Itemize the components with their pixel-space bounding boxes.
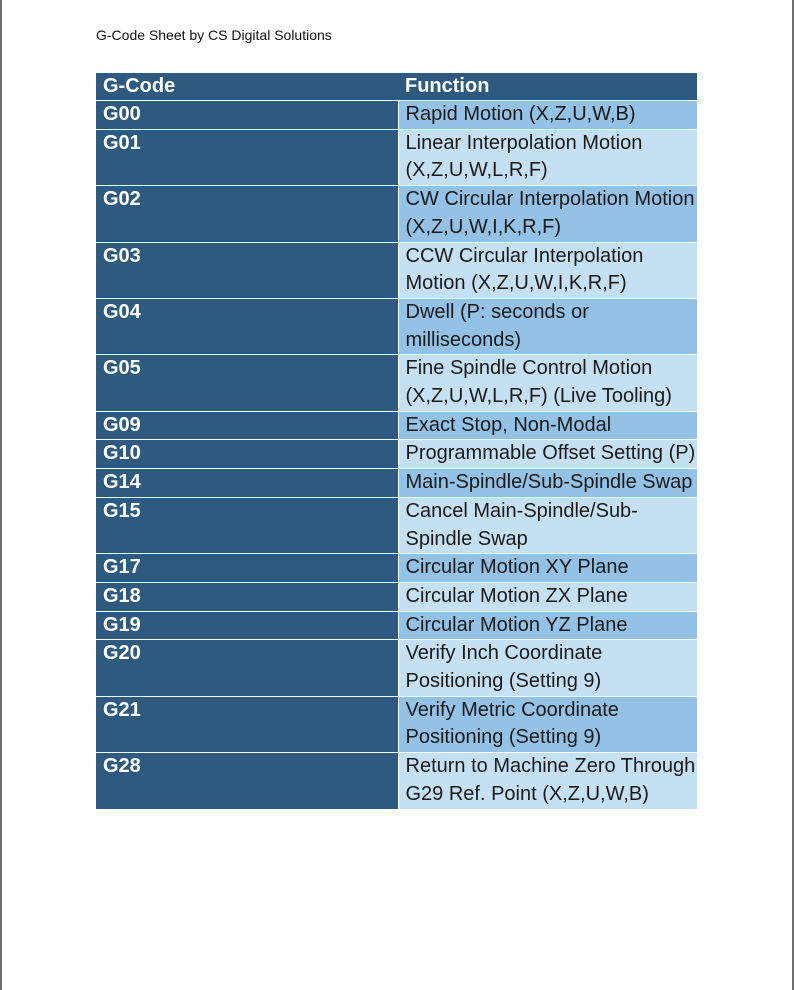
function-cell: Dwell (P: seconds or milliseconds) <box>398 298 697 354</box>
gcode-cell: G02 <box>96 186 398 242</box>
function-cell: Fine Spindle Control Motion (X,Z,U,W,L,R,F) (Live Tooling) <box>398 355 697 411</box>
table-row <box>96 582 697 611</box>
page-edge-left <box>0 0 2 990</box>
table-row <box>96 611 697 640</box>
table-row <box>96 497 697 553</box>
gcode-cell: G10 <box>96 440 398 469</box>
function-cell: Linear Interpolation Motion (X,Z,U,W,L,R,F) <box>398 129 697 185</box>
table-row <box>96 242 697 298</box>
table-row <box>96 411 697 440</box>
table-row <box>96 640 697 696</box>
gcode-cell: G09 <box>96 411 398 440</box>
gcode-cell: G05 <box>96 355 398 411</box>
column-header-gcode: G-Code <box>96 73 398 101</box>
gcode-cell: G03 <box>96 242 398 298</box>
gcode-cell: G20 <box>96 640 398 696</box>
table-header-row <box>96 73 697 101</box>
table-row <box>96 753 697 809</box>
function-cell: Return to Machine Zero Through G29 Ref. Point (X,Z,U,W,B) <box>398 753 697 809</box>
function-cell: CW Circular Interpolation Motion (X,Z,U,W,I,K,R,F) <box>398 186 697 242</box>
table-body <box>96 101 697 810</box>
table-row <box>96 355 697 411</box>
table-row <box>96 469 697 498</box>
column-header-function: Function <box>398 73 697 101</box>
gcode-cell: G15 <box>96 497 398 553</box>
gcode-cell: G14 <box>96 469 398 498</box>
table-row <box>96 440 697 469</box>
gcode-cell: G01 <box>96 129 398 185</box>
function-cell: Circular Motion XY Plane <box>398 554 697 583</box>
function-cell: Programmable Offset Setting (P) <box>398 440 697 469</box>
gcode-cell: G28 <box>96 753 398 809</box>
table-row <box>96 298 697 354</box>
gcode-cell: G21 <box>96 696 398 752</box>
function-cell: Exact Stop, Non-Modal <box>398 411 697 440</box>
table-row <box>96 101 697 130</box>
table-row <box>96 129 697 185</box>
function-cell: Verify Metric Coordinate Positioning (Setting 9) <box>398 696 697 752</box>
gcode-cell: G18 <box>96 582 398 611</box>
function-cell: Verify Inch Coordinate Positioning (Setting 9) <box>398 640 697 696</box>
gcode-cell: G19 <box>96 611 398 640</box>
function-cell: Rapid Motion (X,Z,U,W,B) <box>398 101 697 130</box>
page-header: G-Code Sheet by CS Digital Solutions <box>96 27 332 43</box>
table-row <box>96 186 697 242</box>
gcode-cell: G17 <box>96 554 398 583</box>
gcode-table <box>96 73 697 810</box>
function-cell: Circular Motion YZ Plane <box>398 611 697 640</box>
gcode-cell: G00 <box>96 101 398 130</box>
table-row <box>96 696 697 752</box>
function-cell: Cancel Main-Spindle/Sub-Spindle Swap <box>398 497 697 553</box>
function-cell: Main-Spindle/Sub-Spindle Swap <box>398 469 697 498</box>
gcode-cell: G04 <box>96 298 398 354</box>
function-cell: CCW Circular Interpolation Motion (X,Z,U,W,I,K,R,F) <box>398 242 697 298</box>
function-cell: Circular Motion ZX Plane <box>398 582 697 611</box>
table-row <box>96 554 697 583</box>
